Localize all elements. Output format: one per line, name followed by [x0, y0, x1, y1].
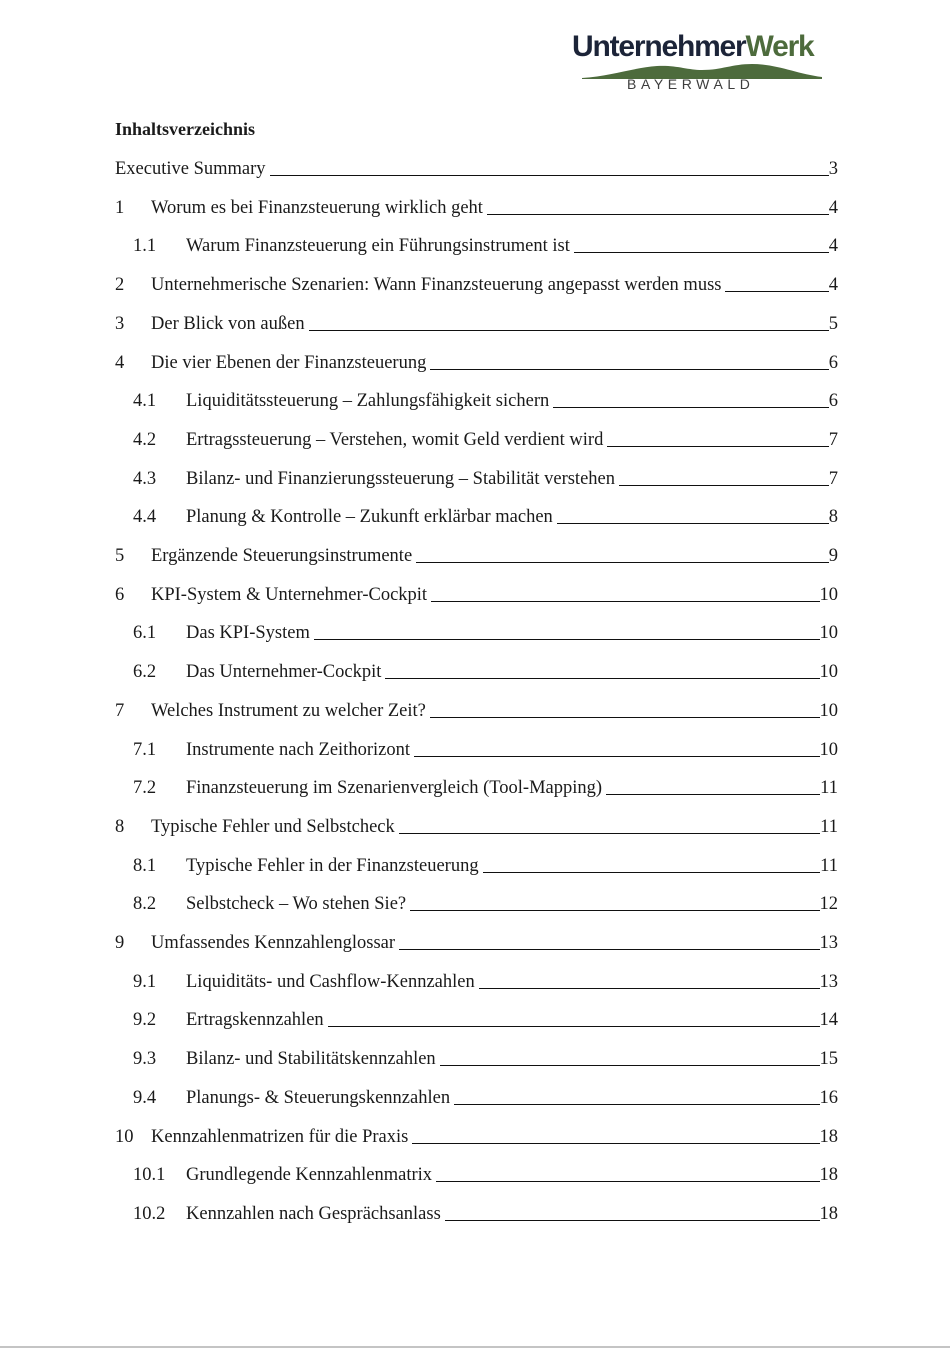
toc-entry-page: 11: [820, 778, 838, 798]
toc-entry[interactable]: [133, 427, 838, 451]
toc-entry-number: 4.1: [133, 391, 157, 411]
toc-entry-number: 8.2: [133, 894, 157, 914]
toc-entry-page: 4: [828, 198, 838, 218]
toc-leader-line: [479, 988, 820, 989]
toc-entry-page: 9: [828, 546, 838, 566]
toc-entry-label: Planungs- & Steuerungskennzahlen: [186, 1088, 451, 1108]
toc-entry-label: Finanzsteuerung im Szenarienvergleich (Tool-Mapping): [186, 778, 603, 798]
toc-leader-line: [270, 175, 829, 176]
toc-leader-line: [483, 872, 821, 873]
toc-entry-page: 10: [819, 585, 838, 605]
toc-entry-number: 5: [115, 546, 125, 566]
toc-entry[interactable]: [133, 466, 838, 490]
toc-entry-page: 4: [828, 236, 838, 256]
toc-entry-page: 11: [820, 817, 838, 837]
toc-entry-page: 5: [828, 314, 838, 334]
toc-leader-line: [385, 678, 819, 679]
toc-entry-label: Das Unternehmer-Cockpit: [186, 662, 382, 682]
toc-entry-page: 10: [819, 701, 838, 721]
toc-entry-label: Worum es bei Finanzsteuerung wirklich geht: [151, 198, 483, 218]
toc-leader-line: [606, 794, 820, 795]
toc-entry[interactable]: [115, 582, 838, 606]
toc-entry[interactable]: [133, 1007, 838, 1031]
toc-entry-label: Welches Instrument zu welcher Zeit?: [151, 701, 426, 721]
toc-leader-line: [557, 523, 829, 524]
toc-leader-line: [314, 639, 820, 640]
toc-entry[interactable]: [133, 1085, 838, 1109]
toc-entry-label: Umfassendes Kennzahlenglossar: [151, 933, 396, 953]
toc-entry[interactable]: [115, 1124, 838, 1148]
toc-entry-page: 4: [828, 275, 838, 295]
toc-entry-label: Das KPI-System: [186, 623, 310, 643]
toc-entry-label: Instrumente nach Zeithorizont: [186, 740, 410, 760]
toc-entry-number: 2: [115, 275, 125, 295]
toc-entry-label: Grundlegende Kennzahlenmatrix: [186, 1165, 433, 1185]
toc-entry[interactable]: [115, 543, 838, 567]
toc-entry-page: 15: [819, 1049, 838, 1069]
toc-entry-page: 14: [819, 1010, 838, 1030]
toc-entry-page: 11: [820, 856, 838, 876]
toc-entry-number: 10.1: [133, 1165, 166, 1185]
toc-entry[interactable]: [133, 388, 838, 412]
toc-entry-page: 7: [828, 469, 838, 489]
toc-leader-line: [487, 214, 829, 215]
toc-entry-number: 6.1: [133, 623, 157, 643]
toc-entry-number: 4: [115, 353, 125, 373]
toc-entry-number: 4.4: [133, 507, 157, 527]
toc-entry-label: Typische Fehler und Selbstcheck: [151, 817, 395, 837]
toc-title: Inhaltsverzeichnis: [115, 119, 256, 139]
toc-entry[interactable]: [133, 620, 838, 644]
toc-entry[interactable]: [133, 775, 838, 799]
toc-entry-number: 8: [115, 817, 125, 837]
toc-entry-label: Unternehmerische Szenarien: Wann Finanzsteuerung angepasst werden muss: [151, 275, 722, 295]
toc-leader-line: [414, 756, 820, 757]
toc-entry-number: 10: [115, 1127, 134, 1147]
toc-entry-page: 6: [828, 391, 838, 411]
toc-leader-line: [553, 407, 829, 408]
toc-leader-line: [440, 1065, 820, 1066]
company-logo: [572, 30, 828, 94]
toc-entry[interactable]: [115, 156, 838, 180]
logo-word-part2: Werk: [745, 30, 814, 63]
toc-entry-page: 3: [828, 159, 838, 179]
toc-leader-line: [412, 1143, 819, 1144]
toc-entry-number: 9: [115, 933, 125, 953]
toc-entry-label: Kennzahlen nach Gesprächsanlass: [186, 1204, 441, 1224]
toc-entry[interactable]: [115, 698, 838, 722]
toc-entry[interactable]: [133, 853, 838, 877]
toc-leader-line: [416, 562, 829, 563]
toc-leader-line: [436, 1181, 819, 1182]
toc-entry-page: 8: [828, 507, 838, 527]
toc-entry-label: Selbstcheck – Wo stehen Sie?: [186, 894, 407, 914]
toc-leader-line: [309, 330, 829, 331]
toc-entry-page: 6: [828, 353, 838, 373]
toc-entry-number: 9.4: [133, 1088, 157, 1108]
toc-entry-page: 12: [819, 894, 838, 914]
toc-entry-label: Warum Finanzsteuerung ein Führungsinstrument ist: [186, 236, 570, 256]
logo-subtitle: BAYERWALD: [627, 76, 755, 92]
toc-leader-line: [725, 291, 828, 292]
toc-entry-number: 7.1: [133, 740, 157, 760]
toc-entry-label: Ertragskennzahlen: [186, 1010, 324, 1030]
toc-leader-line: [399, 833, 820, 834]
toc-entry-number: 1.1: [133, 236, 157, 256]
toc-entry-label: Bilanz- und Finanzierungssteuerung – Stabilität verstehen: [186, 469, 615, 489]
toc-entry-number: 1: [115, 198, 125, 218]
toc-entry-page: 18: [819, 1165, 838, 1185]
toc-entry-label: Liquiditätssteuerung – Zahlungsfähigkeit sichern: [186, 391, 550, 411]
toc-leader-line: [430, 369, 828, 370]
toc-entry-label: Planung & Kontrolle – Zukunft erklärbar machen: [186, 507, 553, 527]
toc-entry-page: 10: [819, 623, 838, 643]
toc-entry-page: 7: [828, 430, 838, 450]
toc-entry-number: 9.1: [133, 972, 157, 992]
toc-leader-line: [445, 1220, 820, 1221]
toc-entry-number: 9.2: [133, 1010, 157, 1030]
logo-word-part1: Unternehmer: [572, 30, 746, 63]
toc-entry-page: 16: [819, 1088, 838, 1108]
toc-entry-label: Typische Fehler in der Finanzsteuerung: [186, 856, 479, 876]
toc-entry-label: Der Blick von außen: [151, 314, 305, 334]
toc-entry[interactable]: [133, 1162, 838, 1186]
toc-leader-line: [607, 446, 828, 447]
toc-entry-number: 3: [115, 314, 125, 334]
toc-entry-label: Executive Summary: [115, 159, 266, 179]
toc-entry-label: Ertragssteuerung – Verstehen, womit Geld verdient wird: [186, 430, 604, 450]
toc-entry-page: 10: [819, 662, 838, 682]
toc-entry[interactable]: [133, 504, 838, 528]
toc-entry[interactable]: [115, 195, 838, 219]
toc-entry-number: 8.1: [133, 856, 157, 876]
toc-entry-page: 10: [819, 740, 838, 760]
toc-entry-number: 6.2: [133, 662, 157, 682]
toc-entry-page: 18: [819, 1204, 838, 1224]
toc-entry-page: 13: [819, 972, 838, 992]
toc-entry-number: 10.2: [133, 1204, 166, 1224]
toc-leader-line: [574, 252, 829, 253]
toc-entry-label: KPI-System & Unternehmer-Cockpit: [151, 585, 428, 605]
toc-entry[interactable]: [133, 233, 838, 257]
toc-entry-page: 18: [819, 1127, 838, 1147]
toc-entry-number: 7: [115, 701, 125, 721]
toc-leader-line: [430, 717, 820, 718]
toc-entry[interactable]: [133, 659, 838, 683]
toc-entry[interactable]: [115, 311, 838, 335]
toc-entry[interactable]: [133, 891, 838, 915]
toc-entry-number: 6: [115, 585, 125, 605]
toc-entry-number: 7.2: [133, 778, 157, 798]
toc-entry[interactable]: [133, 1201, 838, 1225]
toc-entry[interactable]: [115, 350, 838, 374]
toc-leader-line: [328, 1026, 820, 1027]
toc-entry-number: 4.2: [133, 430, 157, 450]
toc-leader-line: [399, 949, 819, 950]
toc-entry-label: Die vier Ebenen der Finanzsteuerung: [151, 353, 427, 373]
toc-entry[interactable]: [133, 969, 838, 993]
toc-entry-label: Kennzahlenmatrizen für die Praxis: [151, 1127, 409, 1147]
toc-entry-page: 13: [819, 933, 838, 953]
toc-entry-label: Bilanz- und Stabilitätskennzahlen: [186, 1049, 436, 1069]
toc-entry[interactable]: [115, 814, 838, 838]
toc-leader-line: [619, 485, 829, 486]
toc-leader-line: [454, 1104, 819, 1105]
toc-entry[interactable]: [133, 1046, 838, 1070]
toc-leader-line: [431, 601, 819, 602]
toc-entry-label: Liquiditäts- und Cashflow-Kennzahlen: [186, 972, 475, 992]
logo-wordmark: [572, 30, 814, 64]
toc-leader-line: [410, 910, 819, 911]
toc-entry[interactable]: [115, 272, 838, 296]
toc-entry[interactable]: [115, 930, 838, 954]
toc-entry-number: 9.3: [133, 1049, 157, 1069]
toc-entry-number: 4.3: [133, 469, 157, 489]
toc-entry-label: Ergänzende Steuerungsinstrumente: [151, 546, 413, 566]
toc-entry[interactable]: [133, 737, 838, 761]
